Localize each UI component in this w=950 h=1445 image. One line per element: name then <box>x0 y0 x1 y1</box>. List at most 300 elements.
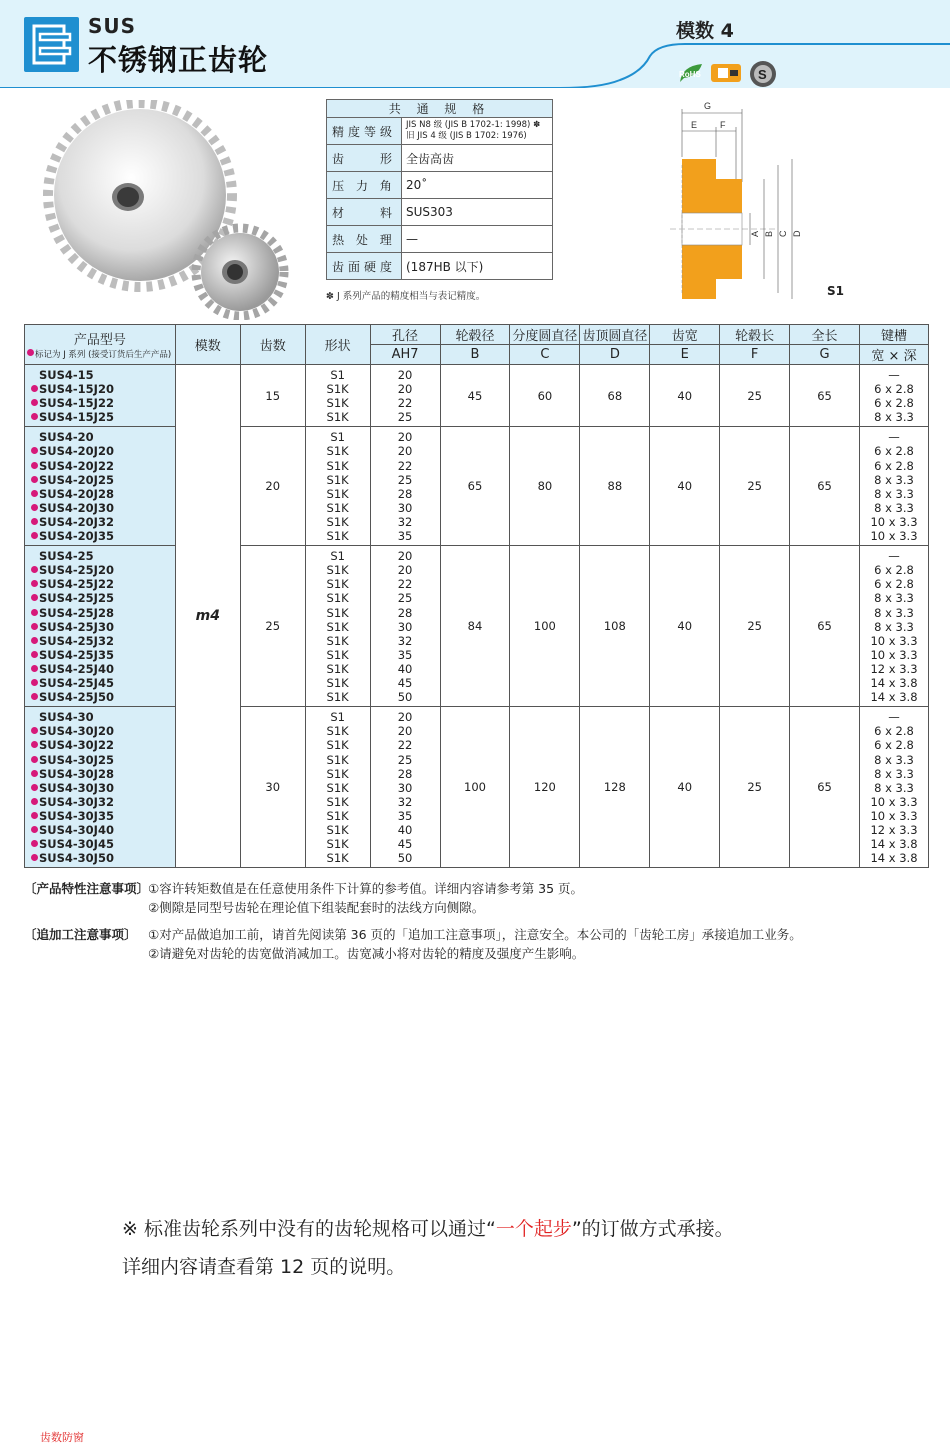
bore-cell-value: 20 <box>397 563 413 578</box>
keyway-cell-value: 8 x 3.3 <box>874 619 914 634</box>
bottom-cutoff-text: 齿数防窗 <box>40 1431 84 1444</box>
model-number-text: SUS4-25 <box>39 549 94 564</box>
bore-cell-value: 20 <box>397 724 413 739</box>
table-row-group <box>25 546 929 707</box>
j-series-dot-icon <box>31 798 38 805</box>
table-row-group <box>25 707 929 868</box>
hub-len-cell: 25 <box>720 707 790 868</box>
catalog-icon <box>24 17 79 72</box>
shape-cell <box>305 546 370 707</box>
bore-cell-value: 28 <box>397 486 413 501</box>
rohs-icon <box>678 62 706 84</box>
j-series-dot-icon <box>31 770 38 777</box>
process-note-2: ②请避免对齿轮的齿宽做消减加工。齿宽减小将对齿轮的精度及强度产生影响。 <box>148 946 585 961</box>
bore-cell-value: 25 <box>397 752 413 767</box>
shape-cell-value: S1K <box>326 780 349 795</box>
keyway-cell-value: 8 x 3.3 <box>874 766 914 781</box>
keyway-cell-value: 6 x 2.8 <box>874 382 914 397</box>
j-series-dot-icon <box>31 679 38 686</box>
keyway-cell-value: — <box>888 549 900 564</box>
hub-dia-cell: 45 <box>440 365 510 427</box>
product-note-1: ①容许转矩数值是在任意使用条件下计算的参考值。详细内容请参考第 35 页。 <box>148 881 584 896</box>
header-model-label: 产品型号 <box>73 333 126 348</box>
model-number <box>31 690 175 704</box>
model-number-text: SUS4-25J25 <box>39 591 114 606</box>
bore-cell-value: 35 <box>397 808 413 823</box>
bore-cell-value: 32 <box>397 514 413 529</box>
face-cell: 40 <box>650 546 720 707</box>
spec-label: 热 处 理 <box>327 226 402 253</box>
teeth-cell: 25 <box>240 546 305 707</box>
model-number <box>31 606 175 620</box>
header-face-sub: E <box>650 345 720 365</box>
keyway-cell-value: 8 x 3.3 <box>874 605 914 620</box>
j-series-dot-icon <box>31 490 38 497</box>
shape-cell-value: S1K <box>326 752 349 767</box>
model-number <box>31 368 175 382</box>
shape-cell-value: S1K <box>326 619 349 634</box>
header-shape: 形状 <box>305 325 370 365</box>
bore-cell-value: 22 <box>397 577 413 592</box>
model-number-text: SUS4-30J32 <box>39 794 114 809</box>
model-number-text: SUS4-30J25 <box>39 752 114 767</box>
custom-order-post: ”的订做方式承接。 <box>571 1218 734 1240</box>
model-number <box>31 549 175 563</box>
dim-b-label: B <box>764 230 774 237</box>
model-number-text: SUS4-25J22 <box>39 577 114 592</box>
model-number-text: SUS4-20J32 <box>39 514 114 529</box>
bore-cell-value: 30 <box>397 619 413 634</box>
keyway-cell-value: 8 x 3.3 <box>874 780 914 795</box>
hub-dia-cell: 84 <box>440 546 510 707</box>
teeth-cell: 15 <box>240 365 305 427</box>
spec-label: 齿面硬度 <box>327 253 402 280</box>
product-table <box>24 324 929 868</box>
shape-cell-value: S1K <box>326 823 349 838</box>
bore-cell-value: 25 <box>397 591 413 606</box>
process-note-1: ①对产品做追加工前，请首先阅读第 36 页的「追加工注意事项」，注意安全。本公司的「齿轮工房」承接追加工业务。 <box>148 927 802 942</box>
j-series-dot-icon <box>31 532 38 539</box>
spec-label: 压 力 角 <box>327 172 402 199</box>
product-notes-label: 〔产品特性注意事项〕 <box>24 881 150 896</box>
model-number <box>31 648 175 662</box>
note-row <box>24 879 802 898</box>
j-series-dot-icon <box>31 623 38 630</box>
spec-value: 全齿高齿 <box>402 145 553 172</box>
outer-cell: 88 <box>580 427 650 546</box>
keyway-cell-value: 10 x 3.3 <box>870 794 918 809</box>
bore-cell <box>370 707 440 868</box>
stainless-icon <box>749 60 777 88</box>
keyway-cell-value: 6 x 2.8 <box>874 444 914 459</box>
bore-cell-value: 28 <box>397 605 413 620</box>
spec-value: — <box>402 226 553 253</box>
j-series-dot-icon <box>31 854 38 861</box>
hub-dia-cell: 100 <box>440 707 510 868</box>
model-number-text: SUS4-15J20 <box>39 382 114 397</box>
total-cell: 65 <box>790 546 860 707</box>
model-number-text: SUS4-30J20 <box>39 724 114 739</box>
shape-cell-value: S1K <box>326 676 349 691</box>
keyway-cell-value: 8 x 3.3 <box>874 410 914 425</box>
model-number-text: SUS4-20J25 <box>39 472 114 487</box>
svg-text:S: S <box>758 67 767 82</box>
bore-cell-value: 45 <box>397 676 413 691</box>
custom-order-reference: 详细内容请查看第 12 页的说明。 <box>122 1256 406 1278</box>
keyway-cell-value: 6 x 2.8 <box>874 724 914 739</box>
spec-value: SUS303 <box>402 199 553 226</box>
model-number <box>31 781 175 795</box>
shape-cell-value: S1K <box>326 472 349 487</box>
model-number <box>31 459 175 473</box>
j-series-dot-icon <box>31 637 38 644</box>
shape-cell-value: S1K <box>326 851 349 866</box>
keyway-cell-value: 10 x 3.3 <box>870 633 918 648</box>
model-number-text: SUS4-15J25 <box>39 410 114 425</box>
keyway-cell <box>860 365 929 427</box>
j-series-dot-icon <box>31 447 38 454</box>
j-series-dot-icon <box>31 476 38 483</box>
process-notes-label: 〔追加工注意事项〕 <box>24 927 137 942</box>
shape-cell-value: S1K <box>326 690 349 705</box>
keyway-cell-value: 6 x 2.8 <box>874 738 914 753</box>
dim-d-label: D <box>792 230 802 237</box>
shape-cell-value: S1K <box>326 794 349 809</box>
bore-cell-value: 22 <box>397 738 413 753</box>
svg-text:RoHS: RoHS <box>679 70 701 79</box>
model-number-text: SUS4-25J40 <box>39 661 114 676</box>
keyway-cell-value: 14 x 3.8 <box>870 690 918 705</box>
model-number <box>31 851 175 865</box>
table-row-group <box>25 365 929 427</box>
dim-f-label: F <box>720 120 726 130</box>
dim-g-label: G <box>704 101 712 111</box>
shape-cell-value: S1K <box>326 591 349 606</box>
shape-cell-value: S1K <box>326 837 349 852</box>
spec-label: 齿 形 <box>327 145 402 172</box>
header-hub-len-sub: F <box>720 345 790 365</box>
header-outer-sub: D <box>580 345 650 365</box>
j-series-dot-icon <box>27 349 34 356</box>
model-number-text: SUS4-30J28 <box>39 766 114 781</box>
bore-cell-value: 20 <box>397 549 413 564</box>
j-series-dot-icon <box>31 580 38 587</box>
product-note-2: ②侧隙是同型号齿轮在理论值下组装配套时的法线方向侧隙。 <box>148 900 485 915</box>
dim-a-label: A <box>750 230 760 237</box>
j-series-dot-icon <box>31 665 38 672</box>
model-number <box>31 501 175 515</box>
model-number-text: SUS4-20J22 <box>39 458 114 473</box>
keyway-cell-value: 8 x 3.3 <box>874 591 914 606</box>
j-series-dot-icon <box>31 784 38 791</box>
bore-cell-value: 50 <box>397 690 413 705</box>
model-cell <box>25 546 176 707</box>
keyway-cell-value: 10 x 3.3 <box>870 514 918 529</box>
pitch-cell: 80 <box>510 427 580 546</box>
shape-cell-value: S1K <box>326 647 349 662</box>
spec-value: 20˚ <box>402 172 553 199</box>
keyway-cell-value: — <box>888 710 900 725</box>
header-module: 模数 <box>175 325 240 365</box>
model-number <box>31 724 175 738</box>
model-number-text: SUS4-25J30 <box>39 619 114 634</box>
category-label: SUS <box>88 14 137 38</box>
model-number <box>31 473 175 487</box>
spec-value-line: 旧 JIS 4 级 (JIS B 1702: 1976) <box>406 131 527 141</box>
model-number <box>31 396 175 410</box>
model-number-text: SUS4-25J45 <box>39 676 114 691</box>
model-number <box>31 410 175 424</box>
keyway-cell-value: 12 x 3.3 <box>870 823 918 838</box>
table-row-group <box>25 427 929 546</box>
shape-cell-value: S1 <box>330 368 345 382</box>
model-number-text: SUS4-15 <box>39 368 94 382</box>
custom-order-highlight: 一个起步 <box>495 1218 572 1240</box>
shape-cell <box>305 427 370 546</box>
shape-cell-value: S1K <box>326 661 349 676</box>
bore-cell-value: 45 <box>397 837 413 852</box>
keyway-cell-value: 6 x 2.8 <box>874 563 914 578</box>
spec-value: (187HB 以下) <box>402 253 553 280</box>
header-total: 全长 <box>790 325 860 345</box>
model-number <box>31 529 175 543</box>
model-number-text: SUS4-30J50 <box>39 851 114 866</box>
model-number-text: SUS4-25J32 <box>39 633 114 648</box>
shape-cell-value: S1K <box>326 577 349 592</box>
bore-cell-value: 20 <box>397 710 413 725</box>
header-model-note-text: 标记为 J 系列 (接受订货后生产产品) <box>35 350 172 360</box>
pitch-cell: 60 <box>510 365 580 427</box>
keyway-cell-value: 12 x 3.3 <box>870 661 918 676</box>
model-number-text: SUS4-20J20 <box>39 444 114 459</box>
bore-cell-value: 32 <box>397 633 413 648</box>
keyway-cell <box>860 707 929 868</box>
header-teeth: 齿数 <box>240 325 305 365</box>
bore-cell-value: 30 <box>397 780 413 795</box>
product-table-body <box>25 365 929 868</box>
model-number-text: SUS4-25J20 <box>39 563 114 578</box>
keyway-cell-value: — <box>888 368 900 382</box>
j-series-dot-icon <box>31 609 38 616</box>
bore-cell-value: 25 <box>397 472 413 487</box>
shape-cell-value: S1K <box>326 766 349 781</box>
model-number <box>31 487 175 501</box>
j-series-dot-icon <box>31 462 38 469</box>
shape-cell <box>305 707 370 868</box>
shape-cell-value: S1K <box>326 410 349 425</box>
bore-cell-value: 25 <box>397 410 413 425</box>
face-cell: 40 <box>650 707 720 868</box>
j-series-dot-icon <box>31 756 38 763</box>
model-cell <box>25 707 176 868</box>
shape-cell-value: S1K <box>326 514 349 529</box>
j-series-dot-icon <box>31 385 38 392</box>
gear-product-image <box>40 100 300 320</box>
header-hub-len: 轮毂长 <box>720 325 790 345</box>
shape-cell-value: S1K <box>326 382 349 397</box>
keyway-cell-value: 8 x 3.3 <box>874 486 914 501</box>
keyway-cell-value: 14 x 3.8 <box>870 851 918 866</box>
model-number <box>31 710 175 724</box>
bore-cell-value: 28 <box>397 766 413 781</box>
model-number <box>31 444 175 458</box>
spec-value-line: JIS N8 级 (JIS B 1702-1: 1998) ✽ <box>406 120 541 130</box>
bore-cell <box>370 427 440 546</box>
model-number-text: SUS4-30J40 <box>39 823 114 838</box>
model-number-text: SUS4-25J28 <box>39 605 114 620</box>
header-keyway: 键槽 <box>860 325 929 345</box>
page-header <box>0 0 950 90</box>
header-pitch-sub: C <box>510 345 580 365</box>
total-cell: 65 <box>790 365 860 427</box>
shape-cell-value: S1K <box>326 444 349 459</box>
keyway-cell <box>860 427 929 546</box>
spec-footnote: ✽ J 系列产品的精度相当与表记精度。 <box>326 291 486 302</box>
model-number <box>31 753 175 767</box>
j-series-dot-icon <box>31 399 38 406</box>
bore-cell-value: 20 <box>397 382 413 397</box>
bore-cell <box>370 546 440 707</box>
model-number <box>31 676 175 690</box>
total-cell: 65 <box>790 427 860 546</box>
spec-value <box>402 118 553 145</box>
header-model-note <box>25 348 175 360</box>
header-model <box>25 325 176 365</box>
model-number <box>31 382 175 396</box>
hub-len-cell: 25 <box>720 546 790 707</box>
spec-label: 精度等级 <box>327 118 402 145</box>
shape-cell-value: S1K <box>326 808 349 823</box>
model-number-text: SUS4-20 <box>39 430 94 445</box>
header-bore-sub: AH7 <box>370 345 440 365</box>
pitch-cell: 100 <box>510 546 580 707</box>
model-number-text: SUS4-15J22 <box>39 396 114 411</box>
bore-cell-value: 30 <box>397 500 413 515</box>
keyway-cell-value: 6 x 2.8 <box>874 396 914 411</box>
page-title: 不锈钢正齿轮 <box>88 43 269 77</box>
model-number <box>31 634 175 648</box>
model-number <box>31 738 175 752</box>
keyway-cell-value: 8 x 3.3 <box>874 752 914 767</box>
keyway-cell <box>860 546 929 707</box>
bore-cell-value: 35 <box>397 647 413 662</box>
header-bore: 孔径 <box>370 325 440 345</box>
shape-cell-value: S1K <box>326 563 349 578</box>
model-number <box>31 577 175 591</box>
bore-cell-value: 20 <box>397 430 413 445</box>
shape-cell-value: S1K <box>326 458 349 473</box>
note-row <box>24 925 802 944</box>
model-number-text: SUS4-20J35 <box>39 529 114 544</box>
model-number-text: SUS4-30J22 <box>39 738 114 753</box>
model-number <box>31 837 175 851</box>
bore-cell-value: 22 <box>397 458 413 473</box>
model-cell <box>25 427 176 546</box>
model-number <box>31 662 175 676</box>
spec-title: 共 通 规 格 <box>327 100 553 118</box>
hole-machining-icon <box>710 62 742 84</box>
shape-cell <box>305 365 370 427</box>
shape-cell-value: S1K <box>326 738 349 753</box>
pitch-cell: 120 <box>510 707 580 868</box>
model-number-text: SUS4-30J35 <box>39 808 114 823</box>
total-cell: 65 <box>790 707 860 868</box>
notes-section <box>24 879 802 963</box>
custom-order-note <box>122 1214 734 1241</box>
shape-cell-value: S1K <box>326 529 349 544</box>
model-number-text: SUS4-25J50 <box>39 690 114 705</box>
bore-cell-value: 20 <box>397 444 413 459</box>
j-series-dot-icon <box>31 812 38 819</box>
header-hub-dia: 轮毂径 <box>440 325 510 345</box>
bore-cell-value: 40 <box>397 661 413 676</box>
outer-cell: 68 <box>580 365 650 427</box>
keyway-cell-value: — <box>888 430 900 445</box>
hub-dia-cell: 65 <box>440 427 510 546</box>
j-series-dot-icon <box>31 651 38 658</box>
model-number <box>31 563 175 577</box>
keyway-cell-value: 8 x 3.3 <box>874 500 914 515</box>
bore-cell-value: 20 <box>397 368 413 382</box>
model-number <box>31 620 175 634</box>
j-series-dot-icon <box>31 727 38 734</box>
shape-cell-value: S1K <box>326 486 349 501</box>
keyway-cell-value: 14 x 3.8 <box>870 837 918 852</box>
model-number-text: SUS4-20J30 <box>39 500 114 515</box>
j-series-dot-icon <box>31 566 38 573</box>
header-outer: 齿顶圆直径 <box>580 325 650 345</box>
hub-len-cell: 25 <box>720 427 790 546</box>
header-total-sub: G <box>790 345 860 365</box>
j-series-dot-icon <box>31 413 38 420</box>
spec-label: 材 料 <box>327 199 402 226</box>
module-cell: m4 <box>175 365 240 868</box>
bore-cell-value: 35 <box>397 529 413 544</box>
model-number <box>31 515 175 529</box>
shape-cell-value: S1K <box>326 724 349 739</box>
bore-cell-value: 40 <box>397 823 413 838</box>
keyway-cell-value: 10 x 3.3 <box>870 808 918 823</box>
shape-cell-value: S1 <box>330 710 345 725</box>
model-number-text: SUS4-20J28 <box>39 486 114 501</box>
shape-cell-value: S1K <box>326 605 349 620</box>
j-series-dot-icon <box>31 840 38 847</box>
shape-cell-value: S1K <box>326 500 349 515</box>
dim-c-label: C <box>778 230 788 237</box>
j-series-dot-icon <box>31 504 38 511</box>
bore-cell-value: 22 <box>397 396 413 411</box>
dim-e-label: E <box>691 120 698 130</box>
model-number <box>31 430 175 444</box>
custom-order-pre: ※ 标准齿轮系列中没有的齿轮规格可以通过“ <box>122 1218 496 1240</box>
model-number-text: SUS4-30J45 <box>39 837 114 852</box>
bore-cell-value: 32 <box>397 794 413 809</box>
j-series-dot-icon <box>31 826 38 833</box>
keyway-cell-value: 14 x 3.8 <box>870 676 918 691</box>
j-series-dot-icon <box>31 518 38 525</box>
teeth-cell: 20 <box>240 427 305 546</box>
keyway-cell-value: 10 x 3.3 <box>870 647 918 662</box>
j-series-dot-icon <box>31 693 38 700</box>
hub-len-cell: 25 <box>720 365 790 427</box>
model-number <box>31 823 175 837</box>
header-face: 齿宽 <box>650 325 720 345</box>
face-cell: 40 <box>650 427 720 546</box>
header-keyway-sub: 宽 × 深 <box>860 345 929 365</box>
header-hub-sub: B <box>440 345 510 365</box>
outer-cell: 128 <box>580 707 650 868</box>
model-number <box>31 809 175 823</box>
